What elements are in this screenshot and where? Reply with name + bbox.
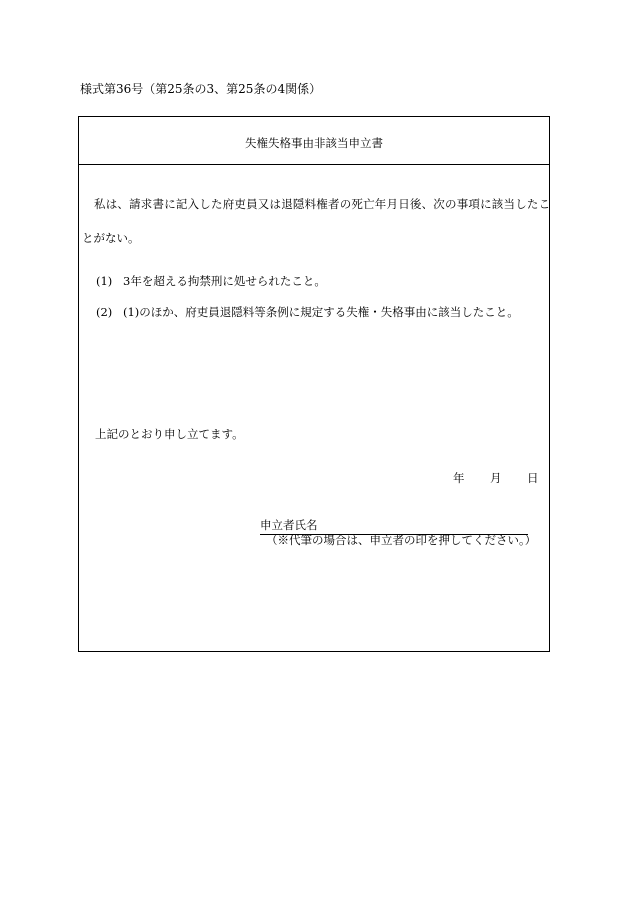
date-row	[453, 470, 539, 486]
item-number: (2)	[96, 305, 113, 319]
declaration-text-line-2: とがない。	[82, 231, 140, 245]
list-item	[96, 304, 519, 320]
item-text: 3年を超える拘禁刑に処せられたこと。	[123, 274, 326, 288]
declaration-text-line-1: 私は、請求書に記入した府吏員又は退隠料権者の死亡年月日後、次の事項に該当したこ	[94, 197, 551, 211]
closing-statement: 上記のとおり申し立てます。	[95, 427, 244, 441]
date-day-label: 日	[527, 471, 539, 485]
application-form-frame	[78, 116, 550, 652]
applicant-name-label: 申立者氏名	[260, 518, 318, 532]
date-month-label: 月	[490, 471, 502, 485]
applicant-note: （※代筆の場合は、申立者の印を押してください。）	[266, 533, 537, 547]
item-text: (1)のほか、府吏員退隠料等条例に規定する失権・失格事由に該当したこと。	[123, 305, 519, 319]
form-number: 様式第36号（第25条の3、第25条の4関係）	[80, 82, 322, 96]
title-row	[79, 117, 549, 165]
document-title: 失権失格事由非該当申立書	[245, 136, 383, 150]
item-number: (1)	[96, 274, 113, 288]
list-item	[96, 273, 326, 289]
date-year-label: 年	[453, 471, 465, 485]
